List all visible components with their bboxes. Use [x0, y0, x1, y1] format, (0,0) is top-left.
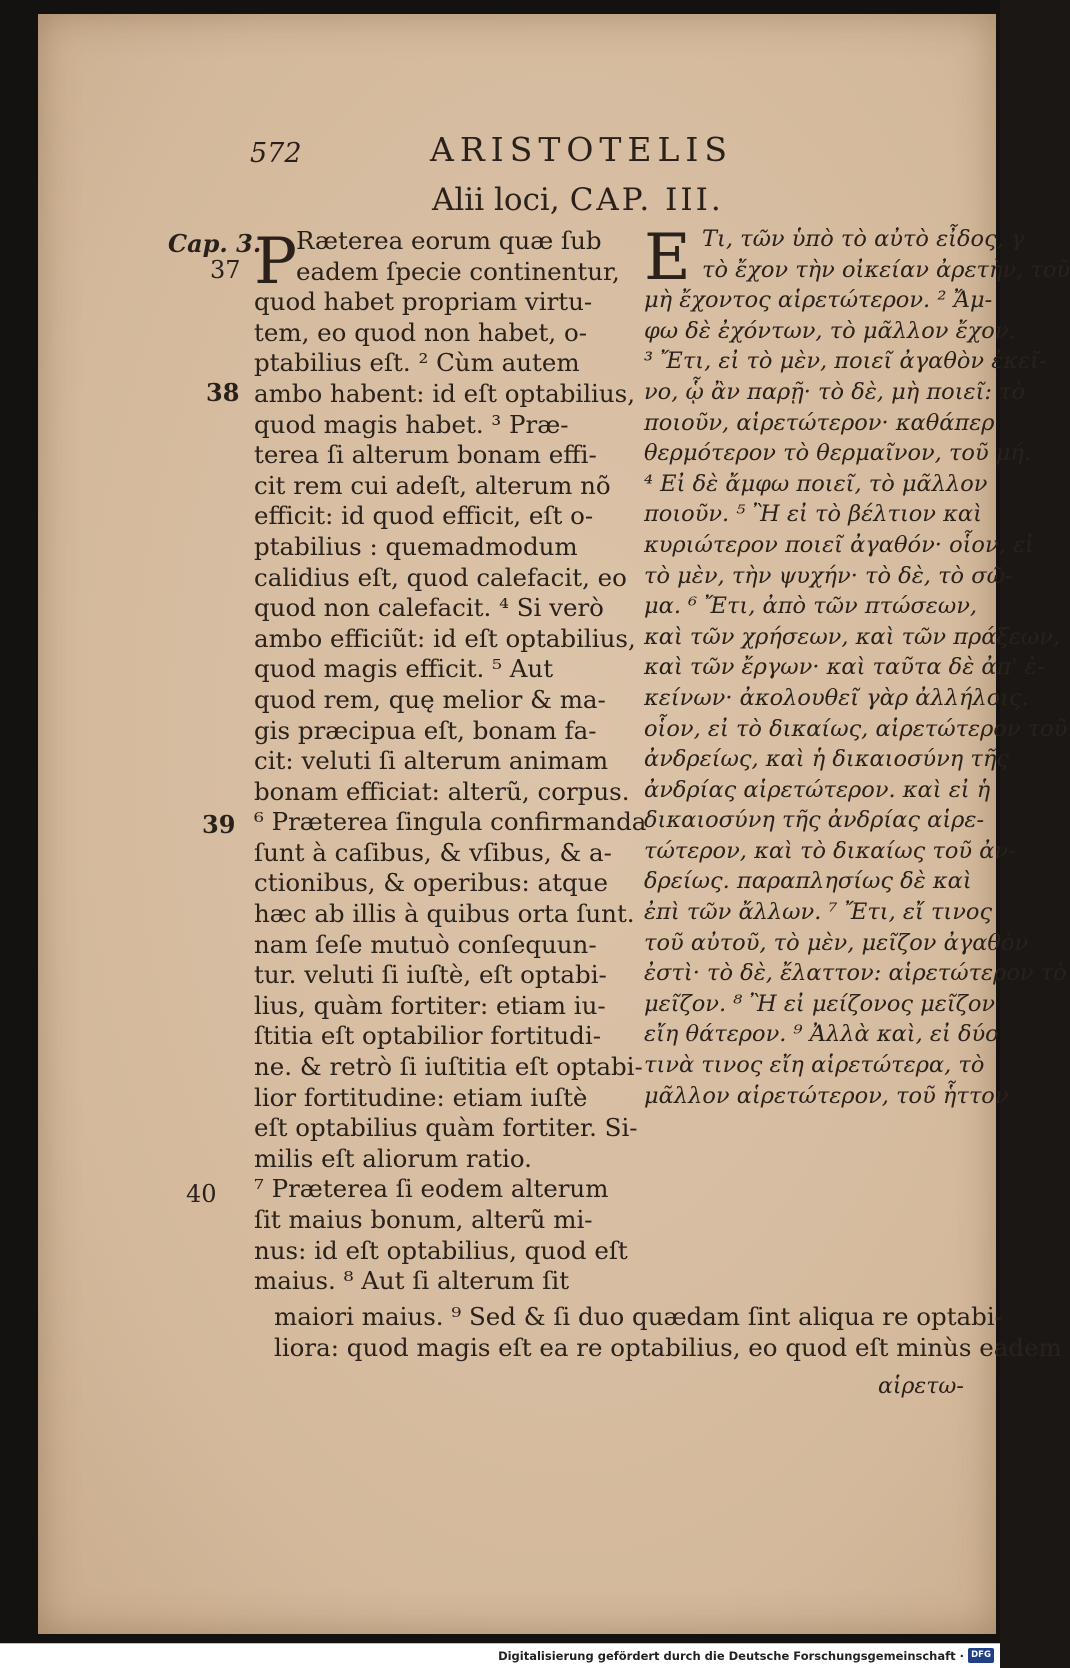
margin-chapter-note: Cap. 3.	[168, 229, 262, 258]
text-line: τοῦ αὐτοῦ, τὸ μὲν, μεῖζον ἀγαθὸν	[644, 929, 1029, 956]
text-line: tur. veluti ſi iuſtè, eſt optabi-	[254, 960, 607, 990]
text-line: maius. ⁸ Aut ſi alterum ſit	[254, 1266, 570, 1296]
text-line: κυριώτερον ποιεῖ ἀγαθόν· οἷον, εἰ	[644, 531, 1034, 558]
margin-number-39: 39	[202, 810, 236, 839]
text-line: quod magis habet. ³ Præ-	[254, 409, 569, 439]
latin-column	[254, 225, 647, 1297]
text-line: τὸ μὲν, τὴν ψυχήν· τὸ δὲ, τὸ σῶ-	[644, 562, 1013, 589]
text-line: Τι, τῶν ὑπὸ τὸ αὐτὸ εἶδος, γ	[702, 226, 1025, 252]
margin-number-37: 37	[210, 256, 241, 284]
text-line: δικαιοσύνη τῆς ἀνδρίας αἱρε-	[644, 807, 985, 834]
text-line: ambo habent: id eſt optabilius,	[254, 378, 636, 408]
text-line: νο, ᾧ ἂν παρῇ· τὸ δὲ, μὴ ποιεῖ: τὸ	[644, 378, 1026, 405]
text-line: cit rem cui adeſt, alterum nõ	[254, 470, 611, 500]
dfg-logo: DFG	[968, 1648, 994, 1663]
page-number: 572	[250, 138, 302, 169]
footer-bar	[0, 1643, 1000, 1668]
text-line: καὶ τῶν χρήσεων, καὶ τῶν πράξεων,	[644, 623, 1061, 650]
text-line: καὶ τῶν ἔργων· καὶ ταῦτα δὲ ἀπ' ἐ-	[644, 654, 1045, 681]
text-line: nam ſeſe mutuò conſequun-	[254, 929, 597, 959]
text-line: bonam efficiat: alterũ, corpus.	[254, 776, 630, 806]
book-page	[38, 14, 1070, 1634]
text-line: οἷον, εἰ τὸ δικαίως, αἱρετώτερον τοῦ	[644, 715, 1068, 742]
text-line: eſt optabilius quàm fortiter. Si-	[254, 1113, 638, 1143]
text-line: hæc ab illis à quibus orta ſunt.	[254, 899, 635, 929]
text-line: μα. ⁶ Ἔτι, ἀπὸ τῶν πτώσεων,	[644, 593, 978, 620]
text-line: gis præcipua eſt, bonam fa-	[254, 715, 597, 745]
full-width-line: liora: quod magis eſt ea re optabilius, eo quod eſt minùs eadem	[274, 1333, 1062, 1362]
text-line: cit: veluti ſi alterum animam	[254, 746, 609, 776]
text-line: lior fortitudine: etiam iuſtè	[254, 1082, 588, 1112]
funding-credit: Digitalisierung gefördert durch die Deutsche Forschungsgemeinschaft ·	[498, 1649, 964, 1663]
text-line: milis eſt aliorum ratio.	[254, 1143, 532, 1173]
text-line: μᾶλλον αἱρετώτερον, τοῦ ἧττον	[644, 1082, 1009, 1109]
text-line: ἐστὶ· τὸ δὲ, ἔλαττον: αἱρετώτερον τὸ	[644, 960, 1067, 987]
text-line: quod rem, quę melior & ma-	[254, 684, 606, 714]
text-line: Ræterea eorum quæ ſub	[296, 226, 602, 255]
text-line: ποιοῦν, αἱρετώτερον· καθάπερ	[644, 409, 995, 436]
text-line: ambo efficiũt: id eſt optabilius,	[254, 623, 636, 653]
section-heading	[432, 182, 724, 218]
chapter-label: CAP. III.	[569, 182, 724, 218]
text-line: ptabilius eſt. ² Cùm autem	[254, 348, 580, 378]
text-line: ctionibus, & operibus: atque	[254, 868, 608, 898]
text-line: calidius eſt, quod calefacit, eo	[254, 562, 627, 592]
text-line: terea ſi alterum bonam effi-	[254, 440, 597, 470]
margin-number-40: 40	[186, 1180, 217, 1208]
text-line: ³ Ἔτι, εἰ τὸ μὲν, ποιεῖ ἀγαθὸν ἐκεῖ-	[644, 348, 1047, 375]
text-line: lius, quàm fortiter: etiam iu-	[254, 990, 606, 1020]
greek-drop-cap: E	[644, 221, 691, 295]
text-line: ptabilius : quemadmodum	[254, 531, 578, 561]
catchword: αἱρετω-	[878, 1374, 964, 1399]
text-line: μὴ ἔχοντος αἱρετώτερον. ² Ἄμ-	[644, 287, 993, 314]
text-line: eadem ſpecie continentur,	[296, 256, 620, 286]
section-heading-text: Alii loci,	[432, 182, 560, 218]
text-line: τώτερον, καὶ τὸ δικαίως τοῦ ἀν-	[644, 837, 1016, 864]
text-line: quod non calefacit. ⁴ Si verò	[254, 593, 604, 623]
text-line: ſunt à caſibus, & vſibus, & a-	[254, 837, 612, 867]
text-line: ſtitia eſt optabilior fortitudi-	[254, 1021, 601, 1051]
full-width-line: maiori maius. ⁹ Sed & ſi duo quædam ſint aliqua re optabi-	[274, 1302, 1003, 1331]
text-line: μεῖζον. ⁸ Ἢ εἰ μείζονος μεῖζον	[644, 990, 996, 1017]
greek-column	[644, 221, 1070, 1111]
text-line: τινὰ τινος εἴη αἱρετώτερα, τὸ	[644, 1052, 985, 1079]
text-line: efficit: id quod efficit, eſt o-	[254, 501, 594, 531]
running-head: ARISTOTELIS	[430, 130, 734, 169]
text-line: ſit maius bonum, alterũ mi-	[254, 1205, 593, 1234]
text-line: ⁷ Præterea ſi eodem alterum	[254, 1174, 609, 1204]
text-line: ⁴ Εἰ δὲ ἄμφω ποιεῖ, τὸ μᾶλλον	[644, 470, 988, 497]
text-line: τὸ ἔχον τὴν οἰκείαν ἀρετὴν, τοῦ	[702, 256, 1070, 283]
text-line: φω δὲ ἐχόντων, τὸ μᾶλλον ἔχον.	[644, 317, 1016, 344]
text-line: ⁶ Præterea ſingula confirmanda	[254, 807, 647, 837]
text-line: ἀνδρίας αἱρετώτερον. καὶ εἰ ἡ	[644, 776, 991, 803]
text-line: ne. & retrò ſi iuſtitia eſt optabi-	[254, 1052, 643, 1082]
text-line: κείνων· ἀκολουθεῖ γὰρ ἀλλήλοις.	[644, 684, 1029, 711]
text-line: ἐπὶ τῶν ἄλλων. ⁷ Ἔτι, εἴ τινος	[644, 899, 993, 926]
text-line: nus: id eſt optabilius, quod eſt	[254, 1235, 628, 1265]
text-line: quod magis efficit. ⁵ Aut	[254, 654, 554, 684]
text-line: quod habet propriam virtu-	[254, 287, 593, 317]
text-line: θερμότερον τὸ θερμαῖνον, τοῦ μή.	[644, 440, 1032, 467]
text-line: εἴη θάτερον. ⁹ Ἀλλὰ καὶ, εἰ δύο	[644, 1021, 999, 1048]
text-line: tem, eo quod non habet, o-	[254, 317, 587, 347]
text-line: ἀνδρείως, καὶ ἡ δικαιοσύνη τῆς	[644, 746, 1009, 773]
margin-number-38: 38	[206, 378, 240, 407]
text-line: δρείως. παραπλησίως δὲ καὶ	[644, 868, 972, 895]
latin-drop-cap: P	[254, 225, 298, 299]
text-line: ποιοῦν. ⁵ Ἢ εἰ τὸ βέλτιον καὶ	[644, 501, 982, 528]
